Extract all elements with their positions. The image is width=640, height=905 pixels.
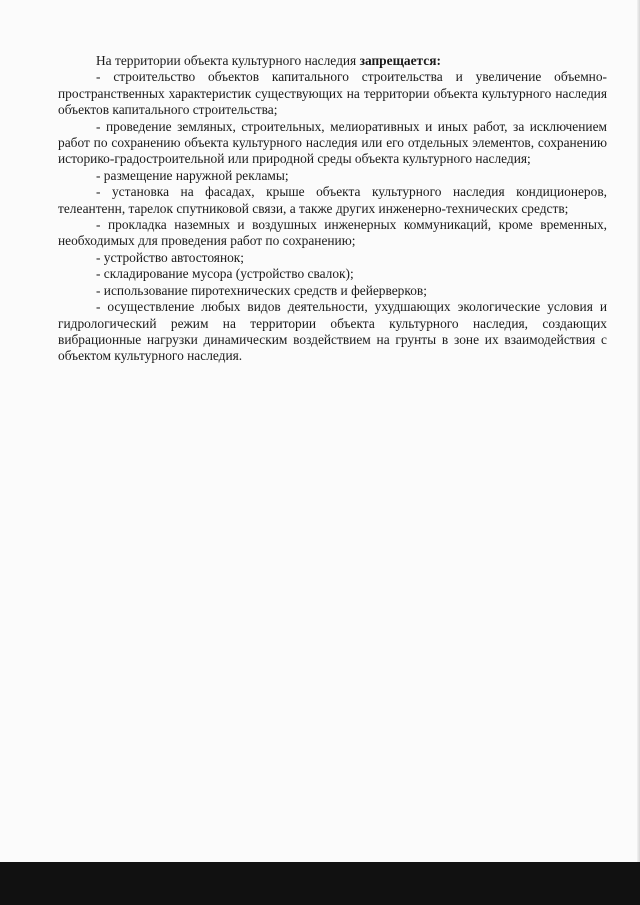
- restrictions-text: [58, 53, 607, 365]
- restriction-item: - прокладка наземных и воздушных инженерных коммуникаций, кроме временных, необходимых для проведения работ по сохранению;: [58, 217, 607, 249]
- restriction-item: - строительство объектов капитального строительства и увеличение объемно-пространственных характеристик существующих на территории объекта культурного наследия объектов капитального строительства;: [58, 69, 607, 118]
- restriction-item: - использование пиротехнических средств и фейерверков;: [96, 282, 427, 298]
- restriction-item: - установка на фасадах, крыше объекта культурного наследия кондиционеров, телеантенн, тарелок спутниковой связи, а также других инженерно-технических средств;: [58, 184, 607, 216]
- intro-text: На территории объекта культурного наследия: [96, 53, 360, 68]
- restriction-item: - осуществление любых видов деятельности, ухудшающих экологические условия и гидрологический режим на территории объекта культурного наследия, создающих вибрационные нагрузки динамическим воздействием на грунты в зоне их взаимодействия с объектом культурного наследия.: [58, 299, 607, 364]
- restriction-item: - устройство автостоянок;: [96, 249, 245, 265]
- restriction-item: - складирование мусора (устройство свалок);: [96, 266, 354, 282]
- restriction-item: - размещение наружной рекламы;: [96, 167, 289, 183]
- intro-emphasis: запрещается:: [359, 53, 441, 68]
- restriction-item: - проведение земляных, строительных, мелиоративных и иных работ, за исключением работ по сохранению объекта культурного наследия или его отдельных элементов, сохранению историко-градостроительной или природной среды объекта культурного наследия;: [58, 118, 607, 167]
- intro-paragraph: [58, 53, 607, 69]
- scan-border: [0, 862, 640, 905]
